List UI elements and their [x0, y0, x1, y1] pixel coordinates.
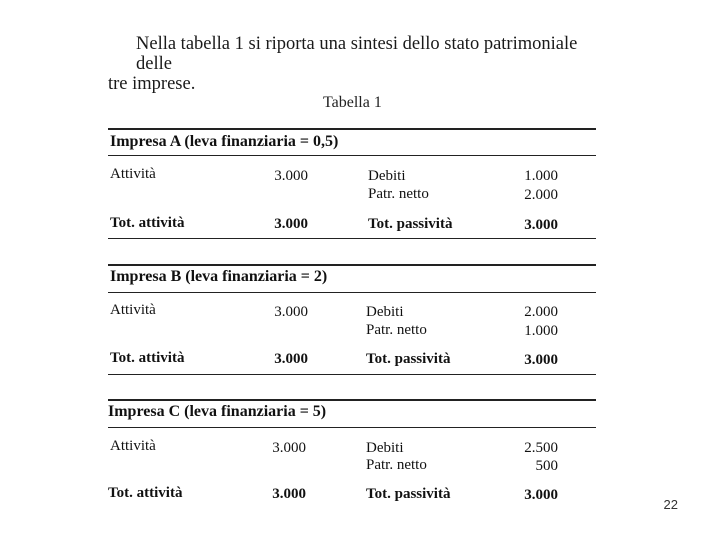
tot-assets-label-b: Tot. attività [110, 350, 185, 366]
equity-label-b: Patr. netto [366, 322, 427, 338]
equity-value-c: 500 [535, 458, 558, 474]
rule-top-a [108, 128, 596, 130]
assets-label-c: Attività [110, 438, 156, 454]
tot-liab-value-a: 3.000 [524, 217, 558, 233]
rule-top-c [108, 399, 596, 401]
debt-label-c: Debiti [366, 440, 404, 456]
section-header-a: Impresa A (leva finanziaria = 0,5) [110, 133, 339, 150]
debt-value-b: 2.000 [524, 304, 558, 320]
tot-assets-value-a: 3.000 [274, 216, 308, 232]
rule-bottom-a [108, 238, 596, 239]
equity-value-b: 1.000 [524, 323, 558, 339]
equity-label-a: Patr. netto [368, 186, 429, 202]
tot-liab-label-b: Tot. passività [366, 351, 451, 367]
assets-value-b: 3.000 [274, 304, 308, 320]
intro-text [108, 34, 598, 94]
tot-assets-label-c: Tot. attività [108, 485, 183, 501]
rule-bottom-b [108, 374, 596, 375]
tot-liab-label-a: Tot. passività [368, 216, 453, 232]
rule-header-c [108, 427, 596, 428]
debt-label-b: Debiti [366, 304, 404, 320]
equity-label-c: Patr. netto [366, 457, 427, 473]
intro-line-2: tre imprese. [108, 74, 196, 94]
section-header-c: Impresa C (leva finanziaria = 5) [108, 403, 327, 420]
rule-top-b [108, 264, 596, 266]
section-header-b: Impresa B (leva finanziaria = 2) [110, 268, 328, 285]
page-number: 22 [663, 497, 678, 512]
equity-value-a: 2.000 [524, 187, 558, 203]
assets-value-a: 3.000 [274, 168, 308, 184]
tot-liab-value-b: 3.000 [524, 352, 558, 368]
assets-value-c: 3.000 [272, 440, 306, 456]
table-caption: Tabella 1 [323, 94, 382, 111]
tot-assets-label-a: Tot. attività [110, 215, 185, 231]
tot-assets-value-c: 3.000 [272, 486, 306, 502]
tot-liab-value-c: 3.000 [524, 487, 558, 503]
intro-line-1: Nella tabella 1 si riporta una sintesi dello stato patrimoniale delle [136, 34, 578, 74]
scanned-table-image [108, 30, 598, 510]
debt-value-a: 1.000 [524, 168, 558, 184]
tot-liab-label-c: Tot. passività [366, 486, 451, 502]
assets-label-a: Attività [110, 166, 156, 182]
debt-label-a: Debiti [368, 168, 406, 184]
debt-value-c: 2.500 [524, 440, 558, 456]
rule-header-a [108, 155, 596, 156]
tot-assets-value-b: 3.000 [274, 351, 308, 367]
rule-header-b [108, 292, 596, 293]
assets-label-b: Attività [110, 302, 156, 318]
